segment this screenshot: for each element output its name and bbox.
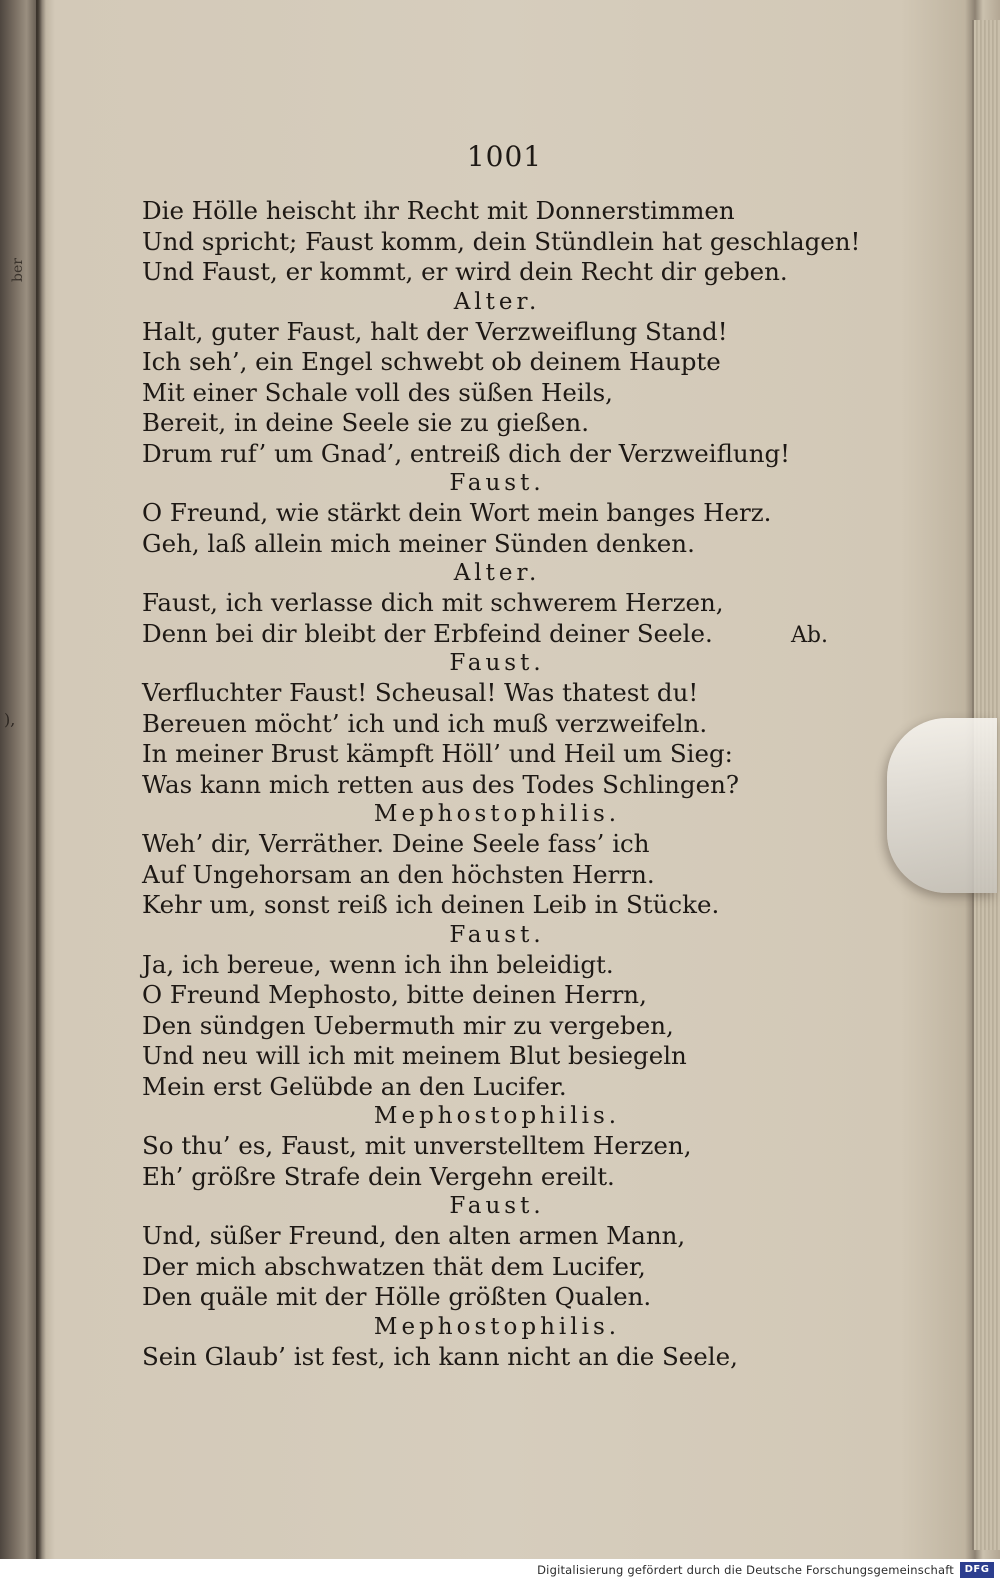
verse-lines: [132, 196, 861, 1372]
verse-line: [132, 709, 822, 740]
verse-text: Mit einer Schale voll des süßen Heils,: [142, 377, 613, 407]
margin-fragment-top: ber: [9, 258, 26, 282]
verse-line: [132, 257, 822, 288]
speaker-name: Faust.: [449, 1193, 545, 1219]
margin-fragment-mid: ),: [4, 710, 16, 729]
page-number: 1001: [466, 140, 543, 173]
speaker-name: Mephostophilis.: [373, 1103, 621, 1129]
verse-text: Den sündgen Uebermuth mir zu vergeben,: [142, 1010, 674, 1040]
verse-text: Den quäle mit der Hölle größten Qualen.: [142, 1282, 652, 1311]
speaker-heading: [132, 1192, 822, 1221]
verse-line: [132, 1162, 822, 1193]
previous-page-edge: [0, 0, 38, 1581]
verse-text: O Freund Mephosto, bitte deinen Herrn,: [142, 980, 647, 1009]
verse-text: Ja, ich bereue, wenn ich ihn beleidigt.: [142, 949, 614, 979]
speaker-name: Faust.: [449, 921, 545, 948]
verse-line: [132, 317, 822, 348]
verse-line: [132, 1342, 822, 1373]
verse-text: Bereit, in deine Seele sie zu gießen.: [142, 408, 589, 437]
verse-line: [132, 950, 822, 981]
speaker-heading: [132, 559, 822, 588]
speaker-heading: [132, 921, 822, 950]
footer-bar: [0, 1559, 1000, 1581]
verse-line: [132, 1282, 822, 1313]
verse-text: Was kann mich retten aus des Todes Schlingen?: [142, 769, 739, 799]
speaker-name: Mephostophilis.: [373, 801, 621, 827]
speaker-name: Mephostophilis.: [373, 1313, 621, 1340]
speaker-heading: [132, 469, 822, 498]
verse-line: [132, 980, 822, 1011]
speaker-name: Alter.: [453, 288, 541, 315]
verse-line: [132, 1221, 822, 1252]
page-text-block: [132, 140, 861, 1372]
verse-text: Verfluchter Faust! Scheusal! Was thatest du!: [142, 678, 699, 707]
speaker-heading: [132, 1102, 822, 1131]
verse-text: Halt, guter Faust, halt der Verzweiflung Stand!: [142, 316, 728, 346]
speaker-name: Alter.: [453, 560, 541, 586]
verse-text: In meiner Brust kämpft Höll’ und Heil um Sieg:: [142, 739, 733, 768]
verse-line: [132, 1011, 822, 1042]
speaker-heading: [132, 288, 822, 317]
verse-text: Und spricht; Faust komm, dein Stündlein hat geschlagen!: [142, 226, 861, 256]
speaker-heading: [132, 800, 822, 829]
verse-line: [132, 347, 822, 378]
verse-line: [132, 829, 822, 860]
verse-text: Der mich abschwatzen thät dem Lucifer,: [142, 1251, 646, 1281]
verse-line: [132, 618, 828, 650]
verse-line: [132, 860, 822, 891]
speaker-heading: [132, 649, 822, 678]
verse-text: Und neu will ich mit meinem Blut besiegeln: [142, 1041, 687, 1070]
verse-text: Drum ruf’ um Gnad’, entreiß dich der Verzweiflung!: [142, 438, 791, 468]
verse-line: [132, 196, 822, 227]
verse-line: [132, 1252, 822, 1283]
verse-line: [132, 1041, 822, 1072]
dfg-logo: DFG: [960, 1562, 994, 1578]
speaker-heading: [132, 1313, 822, 1342]
verse-text: Die Hölle heischt ihr Recht mit Donnerstimmen: [142, 196, 735, 225]
verse-line: [132, 588, 822, 619]
verse-text: Eh’ größre Strafe dein Vergehn ereilt.: [142, 1161, 615, 1191]
digitization-credit: Digitalisierung gefördert durch die Deutsche Forschungsgemeinschaft: [537, 1563, 954, 1577]
verse-text: So thu’ es, Faust, mit unverstelltem Herzen,: [142, 1131, 692, 1160]
verse-text: Bereuen möcht’ ich und ich muß verzweifeln.: [142, 708, 708, 738]
verse-text: O Freund, wie stärkt dein Wort mein banges Herz.: [142, 498, 772, 527]
gutter-shadow: [36, 0, 46, 1581]
verse-line: [132, 226, 861, 258]
verse-line: [132, 408, 822, 439]
verse-text: Faust, ich verlasse dich mit schwerem Herzen,: [142, 588, 724, 617]
verse-text: Und Faust, er kommt, er wird dein Recht dir geben.: [142, 257, 788, 286]
stage-direction: Ab.: [791, 622, 828, 648]
verse-text: Geh, laß allein mich meiner Sünden denken.: [142, 528, 695, 558]
verse-text: Auf Ungehorsam an den höchsten Herrn.: [142, 859, 655, 889]
verse-text: Ich seh’, ein Engel schwebt ob deinem Haupte: [142, 347, 721, 376]
verse-line: [132, 1131, 822, 1162]
verse-line: [132, 890, 822, 921]
verse-line: [132, 1072, 822, 1103]
verse-text: Und, süßer Freund, den alten armen Mann,: [142, 1221, 686, 1250]
verse-text: Weh’ dir, Verräther. Deine Seele fass’ ich: [142, 829, 650, 858]
page-clip: [887, 718, 997, 893]
verse-text: Kehr um, sonst reiß ich deinen Leib in Stücke.: [142, 890, 720, 919]
verse-text: Sein Glaub’ ist fest, ich kann nicht an die Seele,: [142, 1341, 738, 1371]
speaker-name: Faust.: [449, 470, 545, 496]
speaker-name: Faust.: [449, 650, 545, 676]
verse-line: [132, 439, 822, 470]
verse-line: [132, 498, 822, 529]
verse-text: Mein erst Gelübde an den Lucifer.: [142, 1071, 567, 1101]
verse-line: [132, 770, 822, 801]
verse-line: [132, 739, 822, 770]
verse-line: [132, 529, 822, 560]
verse-line: [132, 378, 822, 409]
verse-line: [132, 678, 822, 709]
verse-text: Denn bei dir bleibt der Erbfeind deiner Seele.: [142, 618, 713, 648]
